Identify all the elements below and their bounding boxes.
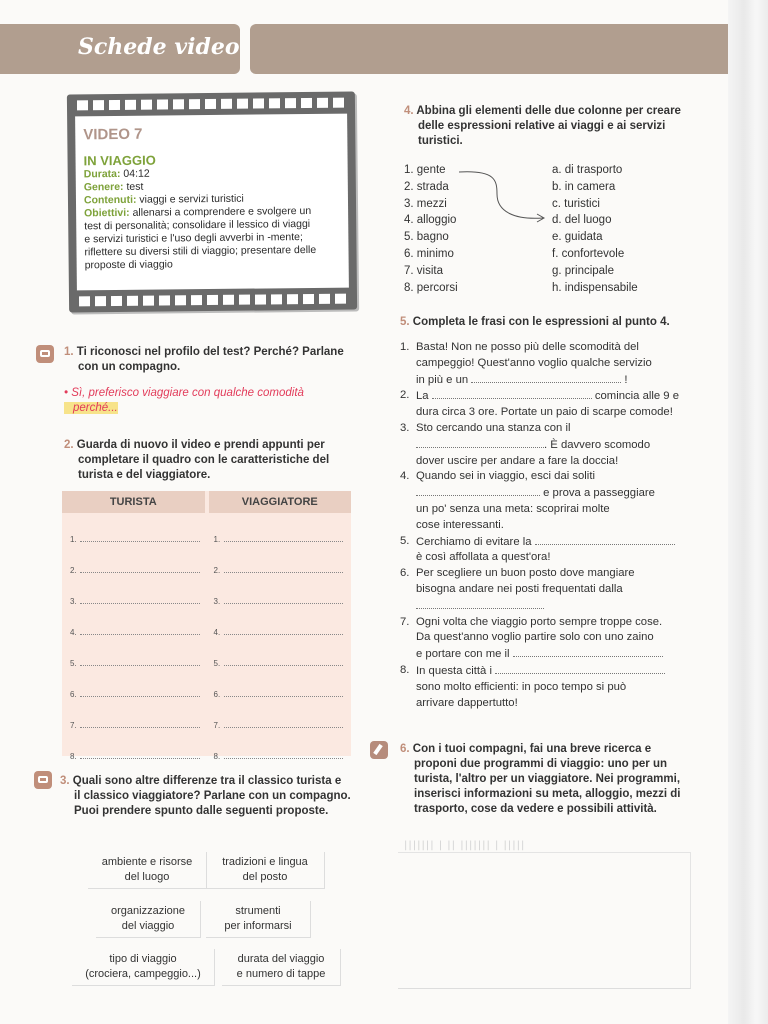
- right-column-item: a. di trasporto: [552, 164, 623, 176]
- left-column-item: 1. gente: [404, 164, 446, 176]
- viaggiatore-cell[interactable]: [214, 750, 344, 761]
- blank-line[interactable]: [80, 564, 200, 573]
- right-column-item: e. guidata: [552, 231, 603, 244]
- video-obiettivi-line: e servizi turistici e l'uso degli avverbi in -mente;: [84, 231, 303, 246]
- row-number: 1.: [70, 535, 77, 544]
- row-number: 3.: [70, 597, 77, 606]
- video-obiettivi-line: test di personalità; consolidare il lessico di viaggi: [84, 217, 311, 233]
- blank-field[interactable]: [432, 388, 592, 399]
- exercise-5-items: [400, 340, 695, 711]
- video-contenuti: Contenuti: viaggi e servizi turistici: [83, 192, 244, 207]
- topic-chip: ambiente e risorse del luogo: [88, 852, 207, 889]
- speech-icon: [34, 771, 52, 789]
- table-header-viaggiatore: VIAGGIATORE: [209, 491, 352, 513]
- sentence-item: 2. La comincia alle 9 e dura circa 3 ore. Portate un paio di scarpe comode!: [400, 389, 680, 419]
- viaggiatore-cell[interactable]: [214, 719, 344, 730]
- viaggiatore-cell[interactable]: [214, 688, 344, 699]
- sentence-item: 1. Basta! Non ne posso più delle scomodità del campeggio! Quest'anno voglio qualche servizio in più e un !: [400, 341, 652, 386]
- exercise-1-example: • Sì, preferisco viaggiare con qualche comodità perché...: [64, 387, 304, 414]
- row-number: 2.: [70, 566, 77, 575]
- exercise-6-instruction: 6. Con i tuoi compagni, fai una breve ricerca e proponi due programmi di viaggio: uno per un turista, l'altro per un viaggiatore. Nei programmi, inserisci informazioni su meta, alloggio, mezzi di trasporto, cose da vedere e possibili attività.: [400, 743, 681, 815]
- table-row: [62, 730, 351, 761]
- video-genere: Genere: test: [83, 180, 144, 194]
- row-number: 7.: [70, 721, 77, 730]
- blank-line[interactable]: [80, 750, 200, 759]
- right-column-item: c. turistici: [552, 197, 600, 210]
- row-number: 8.: [213, 752, 221, 761]
- video-title: VIDEO 7: [83, 125, 143, 144]
- video-obiettivi-line: riflettere su diversi stili di viaggio; presentare delle: [84, 243, 317, 259]
- blank-field[interactable]: [535, 534, 675, 545]
- viaggiatore-cell[interactable]: [214, 533, 344, 544]
- turista-cell[interactable]: [70, 719, 200, 730]
- sentence-item: 6. Per scegliere un buon posto dove mangiare bisogna andare nei posti frequentati dalla: [400, 566, 695, 614]
- exercise-3-instruction: 3. Quali sono altre differenze tra il classico turista e il classico viaggiatore? Parlane con un compagno. Puoi prendere spunto dalle seguenti proposte.: [60, 775, 351, 817]
- right-column-item: g. principale: [552, 264, 615, 277]
- table-header-turista: TURISTA: [62, 491, 205, 513]
- blank-line[interactable]: [80, 533, 200, 542]
- left-column-item: 4. alloggio: [404, 214, 457, 227]
- topic-chip: tipo di viaggio (crociera, campeggio...): [72, 949, 215, 986]
- blank-line[interactable]: [80, 719, 200, 728]
- turista-cell[interactable]: [70, 688, 200, 699]
- turista-cell[interactable]: [70, 626, 200, 637]
- blank-line[interactable]: [224, 750, 344, 759]
- row-number: 6.: [70, 690, 77, 699]
- video-card: [67, 91, 357, 312]
- film-holes-top: [77, 98, 345, 111]
- viaggiatore-cell[interactable]: [214, 595, 344, 606]
- blank-line[interactable]: [80, 626, 200, 635]
- page-edge: [728, 0, 768, 1024]
- row-number: 2.: [213, 566, 221, 575]
- viaggiatore-cell[interactable]: [214, 564, 344, 575]
- row-number: 6.: [213, 690, 221, 699]
- blank-field[interactable]: [471, 372, 621, 383]
- exercise-4-instruction: 4. Abbina gli elementi delle due colonne per creare delle espressioni relative ai viaggi e ai servizi turistici.: [404, 105, 681, 147]
- left-column-item: 3. mezzi: [404, 197, 447, 210]
- turista-cell[interactable]: [70, 657, 200, 668]
- row-number: 4.: [70, 628, 77, 637]
- sentence-item: 7. Ogni volta che viaggio porto sempre troppe cose. Da quest'anno voglio partire solo con uno zaino e portare con me il: [400, 615, 663, 661]
- turista-cell[interactable]: [70, 595, 200, 606]
- header-band-right: [250, 24, 728, 74]
- blank-line[interactable]: [80, 595, 200, 604]
- blank-field[interactable]: [416, 485, 540, 496]
- row-number: 5.: [213, 659, 221, 668]
- left-column-item: 2. strada: [404, 180, 449, 193]
- table-row: [62, 668, 351, 699]
- viaggiatore-cell[interactable]: [214, 626, 344, 637]
- blank-line[interactable]: [224, 626, 344, 635]
- blank-line[interactable]: [224, 688, 344, 697]
- page-title: Schede video: [78, 34, 240, 60]
- row-number: 3.: [213, 597, 221, 606]
- blank-line[interactable]: [224, 533, 344, 542]
- sentence-item: 4. Quando sei in viaggio, esci dai soliti e prova a passeggiare un po' senza una meta: scoprirai molte cose interessanti.: [400, 470, 655, 531]
- film-holes-bottom: [79, 294, 347, 307]
- left-column-item: 7. visita: [404, 264, 443, 277]
- viaggiatore-cell[interactable]: [214, 657, 344, 668]
- topic-chip: tradizioni e lingua del posto: [206, 852, 325, 889]
- right-column-item: h. indispensabile: [552, 281, 638, 294]
- right-column-item: f. confortevole: [552, 247, 625, 260]
- video-obiettivi-line: proposte di viaggio: [84, 258, 173, 272]
- topic-chip: strumenti per informarsi: [206, 901, 311, 938]
- table-row: [62, 544, 351, 575]
- blank-field[interactable]: [416, 437, 544, 448]
- topic-chip: organizzazione del viaggio: [96, 901, 201, 938]
- video-obiettivi: Obiettivi: allenarsi a comprendere e svolgere un: [84, 204, 312, 220]
- pencil-icon: [370, 741, 388, 759]
- left-column-list: [404, 162, 458, 296]
- row-number: 1.: [213, 535, 221, 544]
- row-number: 4.: [213, 628, 221, 637]
- sentence-item: 5. Cerchiamo di evitare la è così affollata a quest'ora!: [400, 534, 695, 567]
- blank-line[interactable]: [224, 564, 344, 573]
- table-row: [62, 637, 351, 668]
- right-column-item: d. del luogo: [552, 214, 612, 227]
- video-subtitle: IN VIAGGIO: [83, 152, 156, 169]
- exercise-1-instruction: 1. Ti riconosci nel profilo del test? Perché? Parlane con un compagno.: [64, 346, 344, 373]
- blank-line[interactable]: [224, 657, 344, 666]
- speech-icon: [36, 345, 54, 363]
- blank-line[interactable]: [80, 657, 200, 666]
- match-arrow-icon: [455, 166, 555, 226]
- turista-cell[interactable]: [70, 564, 200, 575]
- blank-line[interactable]: [224, 595, 344, 604]
- left-column-item: 5. bagno: [404, 231, 449, 244]
- tourist-traveler-table: [62, 491, 351, 761]
- right-column-item: b. in camera: [552, 180, 616, 193]
- left-column-item: 6. minimo: [404, 247, 454, 260]
- sentence-item: 8. In questa città i sono molto efficienti: in poco tempo si può arrivare dappertutto!: [400, 663, 695, 711]
- answer-writing-area[interactable]: [398, 852, 691, 989]
- sentence-item: 3. Sto cercando una stanza con il . È davvero scomodo dover uscire per andare a fare la doccia!: [400, 421, 651, 467]
- exercise-5-instruction: 5. Completa le frasi con le espressioni al punto 4.: [400, 316, 670, 328]
- table-row: [62, 575, 351, 606]
- row-number: 5.: [70, 659, 77, 668]
- row-number: 8.: [70, 752, 77, 761]
- faint-bleed-through: ||||||| | || ||||||| | |||||: [404, 840, 526, 851]
- right-column-list: [552, 162, 638, 296]
- blank-line[interactable]: [224, 719, 344, 728]
- table-row: [62, 513, 351, 544]
- turista-cell[interactable]: [70, 750, 200, 761]
- row-number: 7.: [213, 721, 221, 730]
- blank-field[interactable]: [513, 646, 663, 657]
- turista-cell[interactable]: [70, 533, 200, 544]
- exercise-2-instruction: 2. Guarda di nuovo il video e prendi appunti per completare il quadro con le caratteristiche del turista e del viaggiatore.: [64, 439, 330, 481]
- table-row: [62, 606, 351, 637]
- blank-line[interactable]: [80, 688, 200, 697]
- blank-field[interactable]: [416, 598, 544, 609]
- blank-field[interactable]: [495, 663, 665, 674]
- video-durata: Durata: 04:12: [83, 167, 150, 181]
- topic-chip: durata del viaggio e numero di tappe: [222, 949, 341, 986]
- left-column-item: 8. percorsi: [404, 281, 458, 294]
- table-row: [62, 699, 351, 730]
